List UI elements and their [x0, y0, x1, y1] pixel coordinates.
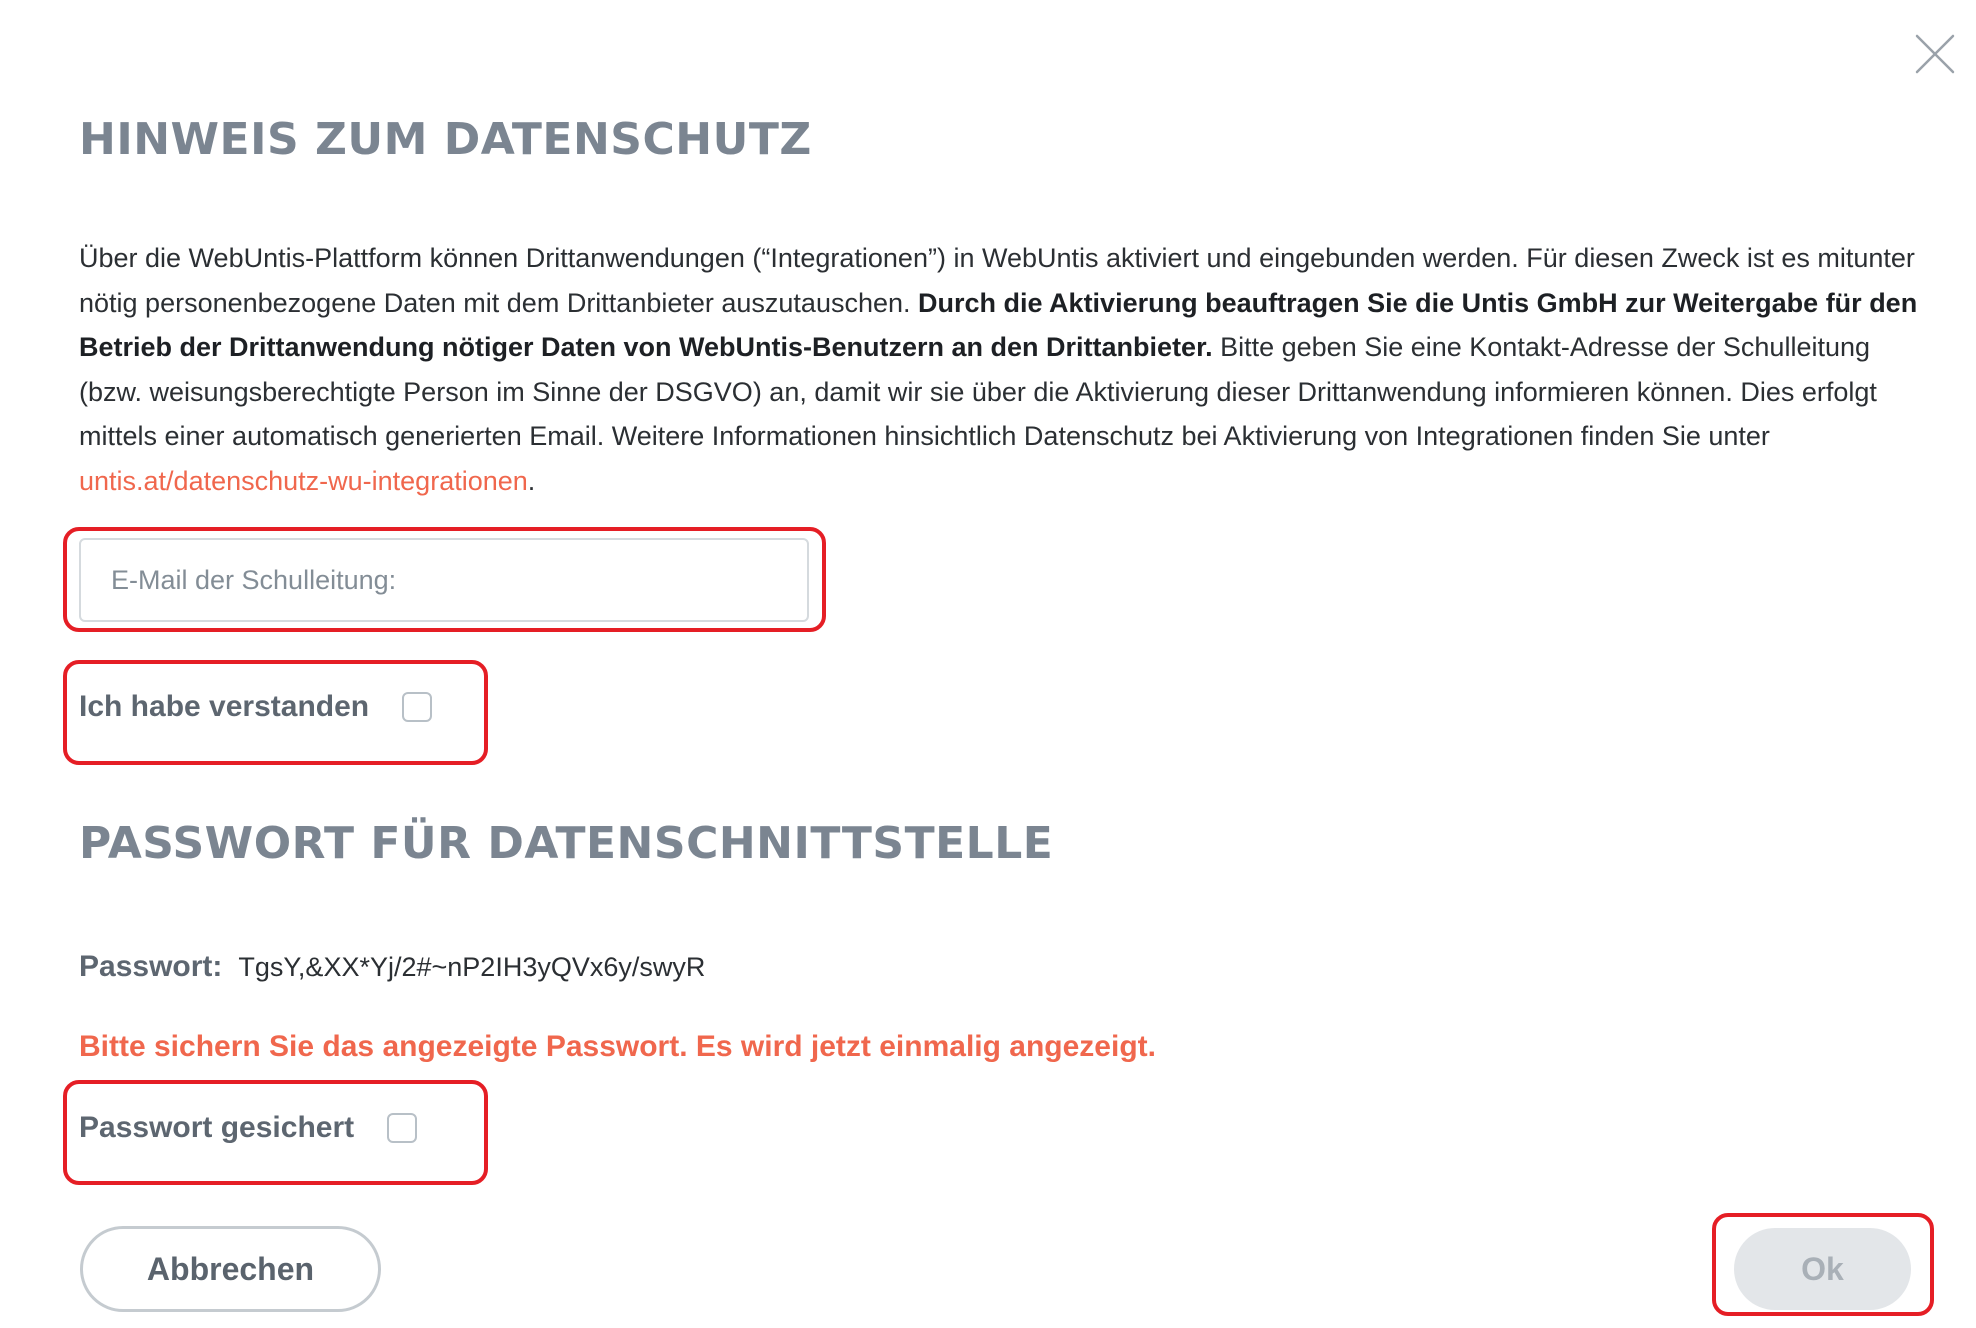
close-button[interactable] [1915, 34, 1955, 74]
privacy-end-text: . [527, 465, 536, 496]
password-saved-label: Passwort gesichert [79, 1111, 355, 1144]
privacy-bold-text: Durch die Aktivierung beauftragen Sie die Untis GmbH zur Weitergabe für den Betrieb der Drittanwendung nötiger Daten von WebUntis-Benutzern an den Drittanbieter. [79, 287, 1918, 362]
privacy-rest-text: Bitte geben Sie eine Kontakt-Adresse der Schulleitung (bzw. weisungsberechtigte Person im Sinne der DSGVO) an, damit wir sie über die Aktivierung dieser Drittanwendung informieren können. Dies erfolgt mittels einer automatisch generierten Email. Weitere Informationen hinsichtlich Datenschutz bei Aktivierung von Integrationen finden Sie unter [79, 332, 1877, 451]
password-title: PASSWORT FÜR DATENSCHNITTSTELLE [79, 818, 1054, 869]
privacy-info-link[interactable]: untis.at/datenschutz-wu-integrationen [79, 465, 528, 496]
password-saved-checkbox[interactable] [387, 1113, 417, 1143]
understood-label: Ich habe verstanden [79, 690, 370, 723]
password-line [79, 950, 705, 984]
privacy-notice-text [79, 236, 1919, 503]
understood-row [79, 690, 432, 724]
email-field[interactable] [79, 538, 809, 622]
ok-button[interactable]: Ok [1734, 1228, 1911, 1310]
password-value: TgsY,&XX*Yj/2#~nP2IH3yQVx6y/swyR [238, 952, 706, 982]
password-saved-row [79, 1111, 417, 1145]
understood-checkbox[interactable] [402, 692, 432, 722]
password-label: Passwort: [79, 950, 223, 983]
password-warning: Bitte sichern Sie das angezeigte Passwort. Es wird jetzt einmalig angezeigt. [79, 1030, 1156, 1063]
cancel-button[interactable]: Abbrechen [80, 1226, 381, 1312]
privacy-intro-text: Über die WebUntis-Plattform können Drittanwendungen (“Integrationen”) in WebUntis aktiviert und eingebunden werden. Für diesen Zweck ist es mitunter nötig personenbezogene Daten mit dem Drittanbieter auszutauschen. [79, 243, 1915, 318]
close-icon [1915, 34, 1955, 74]
privacy-title: HINWEIS ZUM DATENSCHUTZ [79, 114, 812, 165]
